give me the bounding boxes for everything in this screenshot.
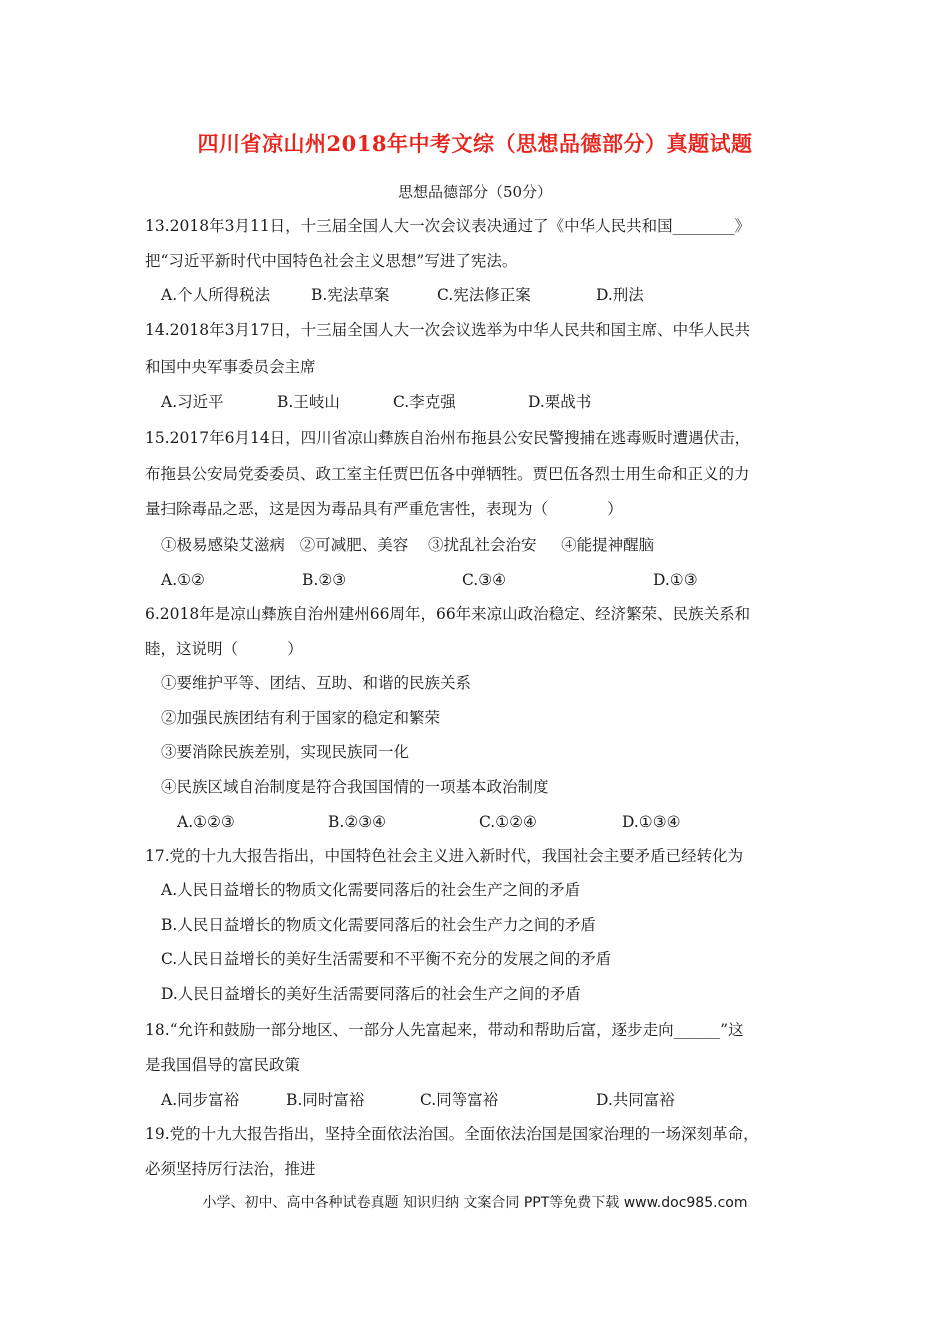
- question-14-line-2: 和国中央军事委员会主席: [145, 358, 316, 376]
- question-15-line-2: 布拖县公安局党委委员、政工室主任贾巴伍各中弹牺牲。贾巴伍各烈士用生命和正义的力: [145, 465, 750, 483]
- question-15-line-1: 15.2017年6月14日，四川省凉山彝族自治州布拖县公安民警搜捕在逃毒贩时遭遇伏击，: [145, 429, 751, 447]
- question-16-statement-3: ③要消除民族差别，实现民族同一化: [161, 743, 410, 761]
- question-16-line-1: 6.2018年是凉山彝族自治州建州66周年，66年来凉山政治稳定、经济繁荣、民族关系和: [145, 605, 751, 623]
- page-title: 四川省凉山州2018年中考文综（思想品德部分）真题试题: [197, 131, 753, 156]
- question-15-option-c: C.③④: [462, 571, 507, 589]
- question-13-line-2: 把“习近平新时代中国特色社会主义思想”写进了宪法。: [145, 252, 518, 270]
- question-14-option-a: A.习近平: [161, 393, 224, 411]
- question-17-option-b: B.人民日益增长的物质文化需要同落后的社会生产力之间的矛盾: [161, 916, 596, 934]
- question-15-option-d: D.①③: [653, 571, 698, 589]
- question-19-line-2: 必须坚持厉行法治，推进: [145, 1160, 316, 1178]
- question-13-option-b: B.宪法草案: [311, 286, 390, 304]
- question-17-option-a: A.人民日益增长的物质文化需要同落后的社会生产之间的矛盾: [161, 881, 581, 899]
- question-15-option-b: B.②③: [302, 571, 347, 589]
- question-18-line-1: 18.“允许和鼓励一部分地区、一部分人先富起来，带动和帮助后富，逐步走向______”这: [145, 1021, 744, 1039]
- question-18-option-d: D.共同富裕: [596, 1091, 675, 1109]
- question-15-statements: ①极易感染艾滋病 ②可减肥、美容 ③扰乱社会治安 ④能提神醒脑: [161, 536, 655, 554]
- question-17-option-c: C.人民日益增长的美好生活需要和不平衡不充分的发展之间的矛盾: [161, 950, 612, 968]
- question-14-option-c: C.李克强: [393, 393, 456, 411]
- question-18-line-2: 是我国倡导的富民政策: [145, 1056, 301, 1074]
- question-14-line-1: 14.2018年3月17日，十三届全国人大一次会议选举为中华人民共和国主席、中华人民共: [145, 321, 751, 339]
- question-15-line-3: 量扫除毒品之恶，这是因为毒品具有严重危害性，表现为（ ）: [145, 500, 623, 518]
- question-17-line-1: 17.党的十九大报告指出，中国特色社会主义进入新时代，我国社会主要矛盾已经转化为: [145, 847, 744, 865]
- question-17-option-d: D.人民日益增长的美好生活需要同落后的社会生产之间的矛盾: [161, 985, 581, 1003]
- question-19-line-1: 19.党的十九大报告指出，坚持全面依法治国。全面依法治国是国家治理的一场深刻革命，: [145, 1125, 759, 1143]
- question-14-option-b: B.王岐山: [277, 393, 340, 411]
- question-16-option-c: C.①②④: [479, 813, 537, 831]
- question-16-option-d: D.①③④: [622, 813, 681, 831]
- question-13-line-1: 13.2018年3月11日，十三届全国人大一次会议表决通过了《中华人民共和国________》: [145, 217, 751, 235]
- question-13-option-c: C.宪法修正案: [437, 286, 531, 304]
- question-16-statement-1: ①要维护平等、团结、互助、和谐的民族关系: [161, 674, 472, 692]
- question-16-line-2: 睦，这说明（ ）: [145, 640, 303, 658]
- section-heading: 思想品德部分（50分）: [397, 183, 553, 201]
- question-18-option-b: B.同时富裕: [286, 1091, 365, 1109]
- question-13-option-a: A.个人所得税法: [161, 286, 271, 304]
- question-18-option-c: C.同等富裕: [420, 1091, 499, 1109]
- question-16-statement-2: ②加强民族团结有利于国家的稳定和繁荣: [161, 709, 441, 727]
- question-16-option-b: B.②③④: [328, 813, 387, 831]
- question-16-statement-4: ④民族区域自治制度是符合我国国情的一项基本政治制度: [161, 778, 549, 796]
- question-14-option-d: D.栗战书: [528, 393, 592, 411]
- question-15-option-a: A.①②: [161, 571, 205, 589]
- question-13-option-d: D.刑法: [596, 286, 644, 304]
- question-16-option-a: A.①②③: [177, 813, 235, 831]
- footer-text: 小学、初中、高中各种试卷真题 知识归纳 文案合同 PPT等免费下载 www.doc985.com: [202, 1195, 748, 1211]
- question-18-option-a: A.同步富裕: [161, 1091, 240, 1109]
